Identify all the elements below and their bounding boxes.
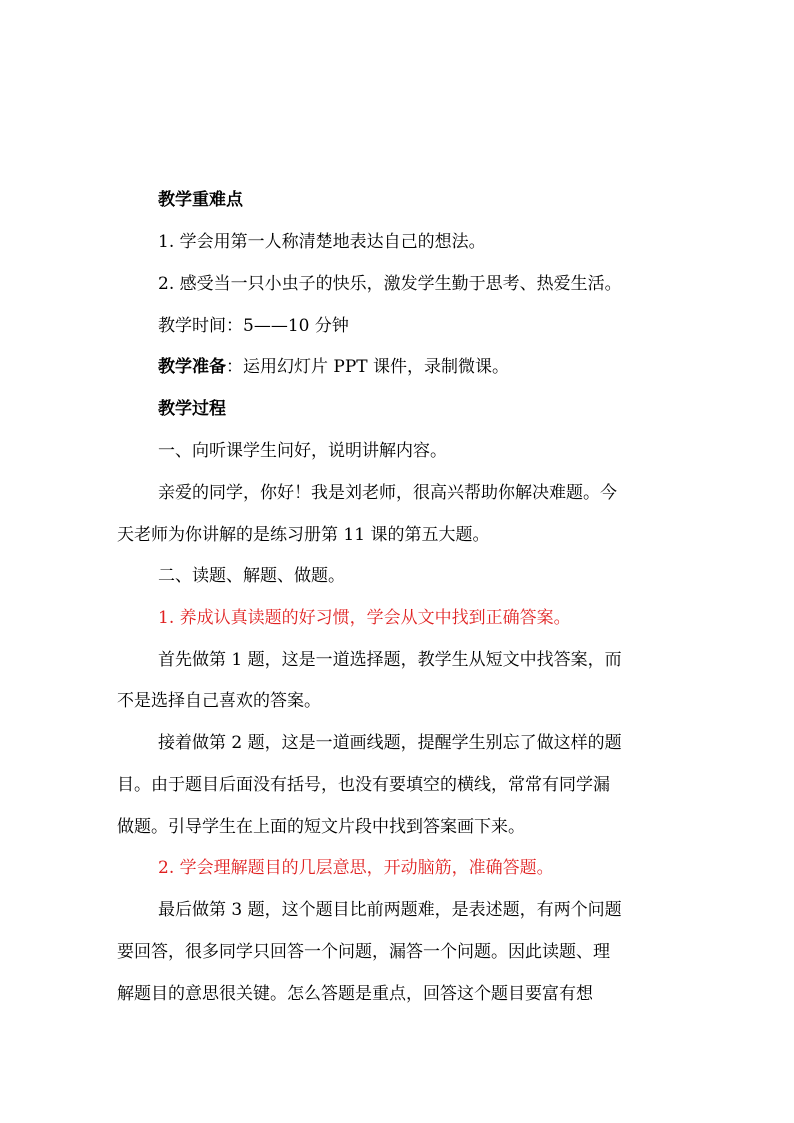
highlight-point-two: 2. 学会理解题目的几层意思，开动脑筋，准确答题。 bbox=[158, 858, 554, 878]
paragraph-line: 目。由于题目后面没有括号，也没有要填空的横线，常常有同学漏 bbox=[117, 775, 610, 795]
key-point-item: 1. 学会用第一人称清楚地表达自己的想法。 bbox=[158, 232, 486, 252]
paragraph-line: 接着做第 2 题，这是一道画线题，提醒学生别忘了做这样的题 bbox=[158, 733, 622, 753]
highlight-point-one: 1. 养成认真读题的好习惯，学会从文中找到正确答案。 bbox=[158, 608, 571, 628]
paragraph-line: 解题目的意思很关键。怎么答题是重点，回答这个题目要富有想 bbox=[117, 984, 593, 1004]
preparation-line bbox=[158, 355, 509, 379]
intro-line: 亲爱的同学，你好！我是刘老师，很高兴帮助你解决难题。今 bbox=[158, 483, 617, 503]
paragraph-line: 首先做第 1 题，这是一道选择题，教学生从短文中找答案，而 bbox=[158, 650, 622, 670]
paragraph-line: 要回答，很多同学只回答一个问题，漏答一个问题。因此读题、理 bbox=[117, 942, 610, 962]
step-one: 一、向听课学生问好，说明讲解内容。 bbox=[158, 441, 447, 461]
teaching-time: 教学时间：5——10 分钟 bbox=[158, 316, 349, 336]
paragraph-line: 最后做第 3 题，这个题目比前两题难，是表述题，有两个问题 bbox=[158, 900, 622, 920]
paragraph-line: 不是选择自己喜欢的答案。 bbox=[117, 691, 321, 711]
key-point-item: 2. 感受当一只小虫子的快乐，激发学生勤于思考、热爱生活。 bbox=[158, 274, 622, 294]
paragraph-line: 做题。引导学生在上面的短文片段中找到答案画下来。 bbox=[117, 817, 525, 837]
preparation-text: ：运用幻灯片 PPT 课件，录制微课。 bbox=[226, 357, 510, 377]
preparation-label: 教学准备 bbox=[158, 357, 226, 377]
process-title: 教学过程 bbox=[158, 399, 226, 419]
step-two: 二、读题、解题、做题。 bbox=[158, 566, 345, 586]
intro-line: 天老师为你讲解的是练习册第 11 课的第五大题。 bbox=[117, 525, 490, 545]
key-points-title: 教学重难点 bbox=[158, 190, 243, 210]
